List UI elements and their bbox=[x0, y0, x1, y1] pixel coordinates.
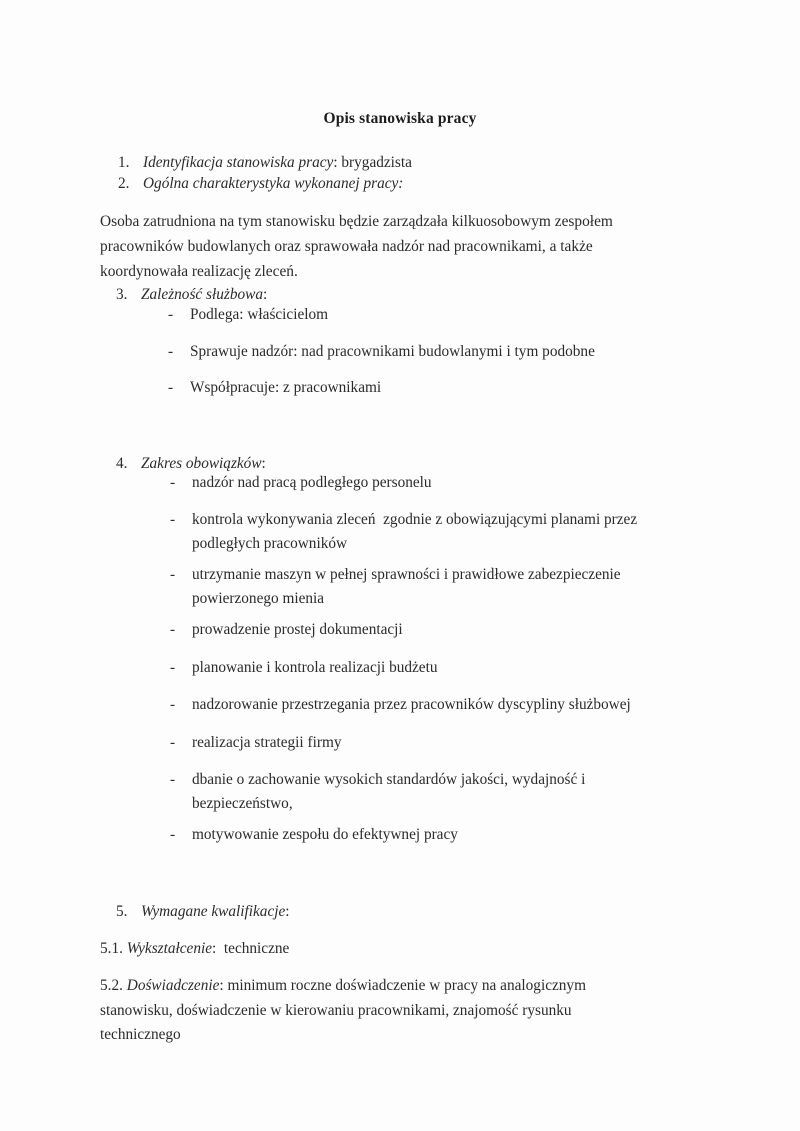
bullet-text: motywowanie zespołu do efektywnej pracy bbox=[192, 826, 458, 843]
bullet-text: nadzorowanie przestrzegania przez pracowników dyscypliny służbowej bbox=[192, 696, 631, 713]
bullet-text: utrzymanie maszyn w pełnej sprawności i prawidłowe zabezpieczenie powierzonego mienia bbox=[192, 566, 621, 607]
sub-separator-5-1: : bbox=[212, 940, 217, 957]
bullet-text: nadzór nad pracą podległego personelu bbox=[192, 474, 432, 491]
list-item-5 bbox=[116, 900, 290, 923]
page-title: Opis stanowiska pracy bbox=[323, 110, 477, 127]
sub-heading-5-1: Wykształcenie bbox=[126, 940, 213, 957]
bullet-item bbox=[170, 656, 670, 680]
intro-paragraph: Osoba zatrudniona na tym stanowisku będzie zarządzała kilkuosobowym zespołem pracowników budowlanych oraz sprawowała nadzór nad pracownikami, a także koordynowała realizację zleceń. bbox=[100, 213, 613, 280]
bullet-text: planowanie i kontrola realizacji budżetu bbox=[192, 659, 438, 676]
bullet-text: Podlega: właścicielom bbox=[190, 306, 329, 323]
list-item-1 bbox=[118, 151, 412, 174]
bullet-text: dbanie o zachowanie wysokich standardów jakości, wydajność i bezpieczeństwo, bbox=[192, 771, 586, 812]
bullet-dash: - bbox=[168, 306, 174, 323]
bullet-dash: - bbox=[170, 511, 176, 528]
list-marker-5: 5. bbox=[116, 903, 128, 920]
list-item-1-value: brygadzista bbox=[337, 154, 412, 171]
list-item-3-separator: : bbox=[262, 286, 268, 303]
bullet-item bbox=[170, 508, 670, 555]
sub-item-5-1 bbox=[100, 937, 648, 962]
list-item-2-heading: Ogólna charakterystyka wykonanej pracy: bbox=[143, 175, 404, 192]
bullet-text: kontrola wykonywania zleceń zgodnie z obowiązującymi planami przez podległych pracowników bbox=[192, 511, 641, 552]
bullet-text: Sprawuje nadzór: nad pracownikami budowlanymi i tym podobne bbox=[190, 343, 595, 360]
bullet-item bbox=[168, 376, 668, 400]
sub-heading-5-2: Doświadczenie bbox=[126, 977, 220, 994]
sub-item-5-2 bbox=[100, 974, 648, 1048]
list-item-5-content bbox=[141, 900, 290, 923]
list-item-5-separator: : bbox=[285, 903, 290, 920]
bullet-dash: - bbox=[170, 474, 176, 491]
bullet-item bbox=[170, 618, 670, 642]
sub-marker-5-2: 5.2. bbox=[100, 977, 123, 994]
bullet-dash: - bbox=[170, 826, 176, 843]
bullet-dash: - bbox=[170, 771, 176, 788]
list-marker-4: 4. bbox=[116, 455, 128, 472]
bullet-text: Współpracuje: z pracownikami bbox=[190, 379, 382, 396]
bullet-item bbox=[170, 823, 670, 847]
bullet-text: prowadzenie prostej dokumentacji bbox=[192, 621, 403, 638]
list-item-1-heading: Identyfikacja stanowiska pracy bbox=[143, 154, 334, 171]
bullet-item bbox=[170, 768, 625, 815]
bullet-dash: - bbox=[170, 566, 176, 583]
bullet-item bbox=[170, 563, 655, 610]
bullet-dash: - bbox=[170, 696, 176, 713]
bullet-item bbox=[170, 693, 680, 717]
bullet-dash: - bbox=[168, 343, 174, 360]
sub-marker-5-1: 5.1. bbox=[100, 940, 123, 957]
list-marker-2: 2. bbox=[118, 175, 130, 192]
list-item-2 bbox=[118, 172, 403, 195]
list-item-1-content bbox=[143, 151, 412, 174]
list-marker-3: 3. bbox=[116, 286, 128, 303]
list-item-5-heading: Wymagane kwalifikacje bbox=[141, 903, 286, 920]
bullet-dash: - bbox=[168, 379, 174, 396]
sub-separator-5-2: : bbox=[219, 977, 224, 994]
sub-value-5-1: techniczne bbox=[216, 940, 290, 957]
bullet-text: realizacja strategii firmy bbox=[192, 734, 342, 751]
bullet-dash: - bbox=[170, 621, 176, 638]
list-item-4-heading: Zakres obowiązków bbox=[141, 455, 262, 472]
list-item-4-separator: : bbox=[261, 455, 266, 472]
bullet-item bbox=[168, 340, 668, 364]
list-item-1-separator: : bbox=[333, 154, 338, 171]
bullet-item bbox=[168, 303, 668, 327]
list-item-3-heading: Zależność służbowa bbox=[141, 286, 263, 303]
bullet-item bbox=[170, 731, 670, 755]
bullet-dash: - bbox=[170, 659, 176, 676]
bullet-dash: - bbox=[170, 734, 176, 751]
sub-value-5-2: minimum roczne doświadczenie w pracy na analogicznym stanowisku, doświadczenie w kierowaniu pracownikami, znajomość rysunku technicznego bbox=[100, 977, 590, 1043]
bullet-item bbox=[170, 471, 670, 495]
list-marker-1: 1. bbox=[118, 154, 130, 171]
